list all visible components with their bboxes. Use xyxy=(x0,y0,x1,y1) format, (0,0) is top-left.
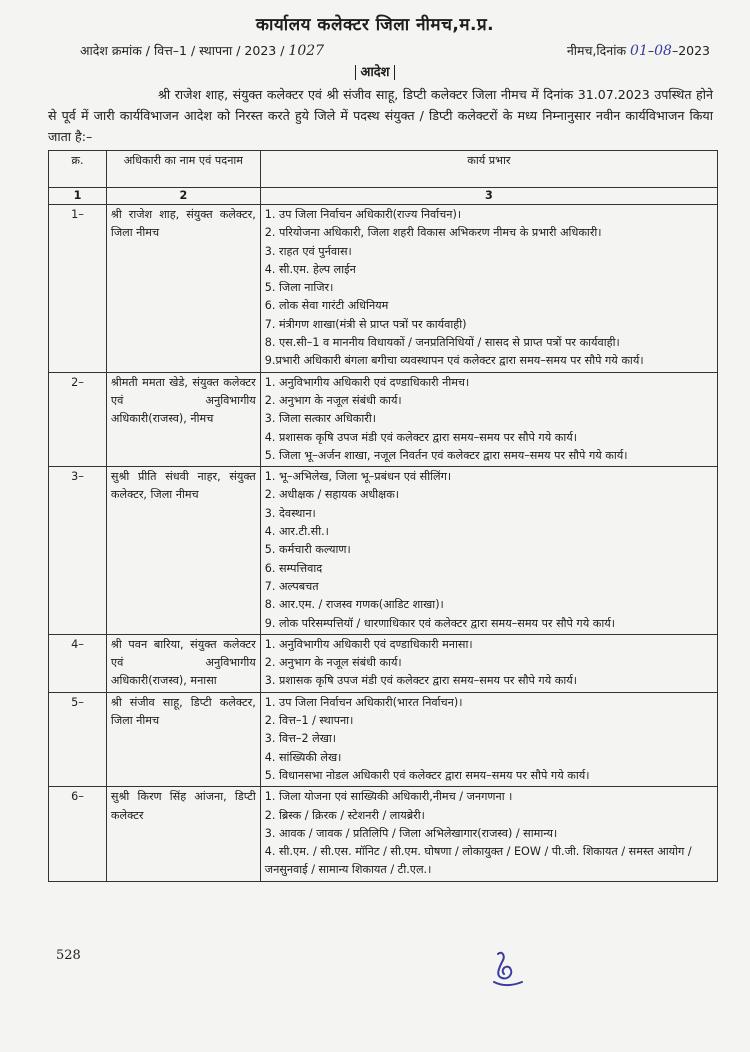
row-serial: 6– xyxy=(49,787,107,881)
date-day: 01 xyxy=(630,43,648,59)
date-year: –2023 xyxy=(671,43,710,58)
duty-item: 1. उप जिला निर्वाचन अधिकारी(राज्य निर्वाचन)। xyxy=(264,208,462,221)
duty-item: 3. राहत एवं पुर्नवास। xyxy=(264,244,352,258)
officer-name: सुश्री प्रीति संधवी नाहर, संयुक्त कलेक्टर, जिला नीमच xyxy=(106,467,260,635)
table-row xyxy=(49,372,718,466)
page-number: 528 xyxy=(56,948,81,963)
duty-item: 6. लोक सेवा गारंटी अधिनियम xyxy=(264,299,389,313)
order-date: नीमच,दिनांक 01–08–2023 xyxy=(566,43,710,59)
duty-item: 4. सी.एम. / सी.एस. मॉनिट / सी.एम. घोषणा / लोकायुक्त / EOW / पी.जी. शिकायत / समस्त आयोग / जनसुनवाई / सामान्य शिकायत / टी.एल.। xyxy=(264,845,692,877)
duty-item: 7. अल्पबचत xyxy=(264,579,319,593)
row-serial: 1– xyxy=(49,205,107,373)
duty-list xyxy=(265,206,713,371)
signature-mark xyxy=(488,948,528,990)
duty-list xyxy=(265,788,713,879)
duty-list-cell xyxy=(260,467,717,635)
table-body xyxy=(49,205,718,882)
duty-list xyxy=(265,468,713,633)
office-title: कार्यालय कलेक्टर जिला नीमच,म.प्र. xyxy=(255,15,495,35)
row-serial: 4– xyxy=(49,634,107,692)
duty-item: 3. जिला सत्कार अधिकारी। xyxy=(264,412,376,426)
officer-name: सुश्री किरण सिंह आंजना, डिप्टी कलेक्टर xyxy=(106,787,260,881)
duty-item: 5. जिला नाजिर। xyxy=(264,281,334,295)
officer-name: श्री राजेश शाह, संयुक्त कलेक्टर, जिला नीमच xyxy=(106,205,260,373)
order-number: 1027 xyxy=(288,43,325,59)
duty-item: 2. अनुभाग के नजूल संबंधी कार्य। xyxy=(264,656,402,670)
duty-item: 2. अनुभाग के नजूल संबंधी कार्य। xyxy=(264,393,402,407)
duty-item: 6. सम्पत्तिवाद xyxy=(264,561,323,575)
duty-item: 8. एस.सी–1 व माननीय विधायकों / जनप्रतिनिधियों / सासद से प्राप्त पत्रों पर कार्यवाही। xyxy=(264,336,620,350)
duty-item: 5. कर्मचारी कल्याण। xyxy=(264,543,351,557)
officer-name: श्री पवन बारिया, संयुक्त कलेक्टर एवं अनुविभागीय अधिकारी(राजस्व), मनासा xyxy=(106,634,260,692)
duty-list xyxy=(265,374,713,465)
duty-item: 3. प्रशासक कृषि उपज मंडी एवं कलेक्टर द्वारा समय–समय पर सौपे गये कार्य। xyxy=(264,674,577,688)
header-duties: कार्य प्रभार xyxy=(260,151,717,188)
column-number-row xyxy=(49,188,718,205)
duty-item: 1. उप जिला निर्वाचन अधिकारी(भारत निर्वाचन)। xyxy=(264,695,463,709)
duty-item: 9.प्रभारी अधिकारी बंगला बगीचा व्यवस्थापन एवं कलेक्टर द्वारा समय–समय पर सौपे गये कार्य। xyxy=(264,354,644,368)
col-number-2: 2 xyxy=(106,188,260,205)
duty-item: 7. मंत्रीगण शाखा(मंत्री से प्राप्त पत्रों पर कार्यवाही) xyxy=(264,317,467,331)
duty-list-cell xyxy=(260,205,717,373)
col-number-1: 1 xyxy=(49,188,107,205)
duty-item: 8. आर.एम. / राजस्व गणक(आडिट शाखा)। xyxy=(264,598,444,612)
duty-item: 5. विधानसभा नोडल अधिकारी एवं कलेक्टर द्वारा समय–समय पर सौपे गये कार्य। xyxy=(264,768,590,782)
date-month: 08 xyxy=(654,43,672,59)
row-serial: 2– xyxy=(49,372,107,466)
duty-item: 4. आर.टी.सी.। xyxy=(264,525,329,539)
duty-item: 1. भू–अभिलेख, जिला भू–प्रबंधन एवं सीलिंग। xyxy=(264,470,452,484)
table-row xyxy=(49,787,718,881)
duty-list-cell xyxy=(260,634,717,692)
duty-allocation-table xyxy=(48,150,718,882)
duty-list-cell xyxy=(260,787,717,881)
header-serial: क्र. xyxy=(49,151,107,188)
duty-item: 1. अनुविभागीय अधिकारी एवं दण्डाधिकारी मनासा। xyxy=(264,637,473,651)
duty-item: 5. जिला भू–अर्जन शाखा, नजूल निवर्तन एवं कलेक्टर द्वारा समय–समय पर सौपे गये कार्य। xyxy=(264,448,628,462)
officer-name: श्रीमती ममता खेडे, संयुक्त कलेक्टर एवं अनुविभागीय अधिकारी(राजस्व), नीमच xyxy=(106,372,260,466)
duty-item: 2. अधीक्षक / सहायक अधीक्षक। xyxy=(264,488,400,502)
header-officer: अधिकारी का नाम एवं पदनाम xyxy=(106,151,260,188)
duty-item: 2. ब्रिस्क / क्रिरक / स्टेशनरी / लायब्रेरी। xyxy=(264,808,425,822)
intro-text: श्री राजेश शाह, संयुक्त कलेक्टर एवं श्री संजीव साहू, डिप्टी कलेक्टर जिला नीमच में दिनांक 31.07.2023 उपस्थित होने से पूर्व में जारी कार्यविभाजन आदेश को निरस्त करते हुये जिले में पदस्थ संयुक्त / डिप्टी कलेक्टरों के मध्य निम्नानुसार नवीन कार्यविभाजन किया जाता है:– xyxy=(48,87,713,144)
row-serial: 3– xyxy=(49,467,107,635)
duty-list-cell xyxy=(260,692,717,786)
duty-item: 3. देवस्थान। xyxy=(264,506,316,520)
duty-item: 2. वित्त–1 / स्थापना। xyxy=(264,714,354,728)
col-number-3: 3 xyxy=(260,188,717,205)
table-row xyxy=(49,467,718,635)
order-prefix: आदेश क्रमांक / वित्त–1 / स्थापना / 2023 / xyxy=(80,43,285,58)
order-heading xyxy=(0,62,750,80)
date-prefix: नीमच,दिनांक xyxy=(566,43,627,58)
officer-name: श्री संजीव साहू, डिप्टी कलेक्टर, जिला नीमच xyxy=(106,692,260,786)
duty-item: 1. जिला योजना एवं साख्यिकी अधिकारी,नीमच / जनगणना । xyxy=(264,790,513,804)
duty-item: 1. अनुविभागीय अधिकारी एवं दण्डाधिकारी नीमच। xyxy=(264,375,470,389)
duty-item: 4. सी.एम. हेल्प लाईन xyxy=(264,262,356,276)
order-reference xyxy=(80,42,324,59)
table-row xyxy=(49,634,718,692)
intro-paragraph xyxy=(48,84,713,147)
duty-item: 3. आवक / जावक / प्रतिलिपि / जिला अभिलेखागार(राजस्व) / सामान्य। xyxy=(264,826,558,840)
duty-item: 4. प्रशासक कृषि उपज मंडी एवं कलेक्टर द्वारा समय–समय पर सौपे गये कार्य। xyxy=(264,430,577,444)
duty-list-cell xyxy=(260,372,717,466)
table-header-row xyxy=(49,151,718,188)
order-heading-text: आदेश xyxy=(355,65,394,80)
duty-item: 4. सांख्यिकी लेख। xyxy=(264,750,342,764)
duty-item: 9. लोक परिसम्पत्तियॉ / धारणाधिकार एवं कलेक्टर द्वारा समय–समय पर सौपे गये कार्य। xyxy=(264,616,615,630)
duty-item: 3. वित्त–2 लेखा। xyxy=(264,732,336,746)
table-row xyxy=(49,205,718,373)
duty-item: 2. परियोजना अधिकारी, जिला शहरी विकास अभिकरण नीमच के प्रभारी अधिकारी। xyxy=(264,226,602,240)
duty-list xyxy=(265,694,713,785)
row-serial: 5– xyxy=(49,692,107,786)
table-row xyxy=(49,692,718,786)
duty-list xyxy=(265,636,713,691)
